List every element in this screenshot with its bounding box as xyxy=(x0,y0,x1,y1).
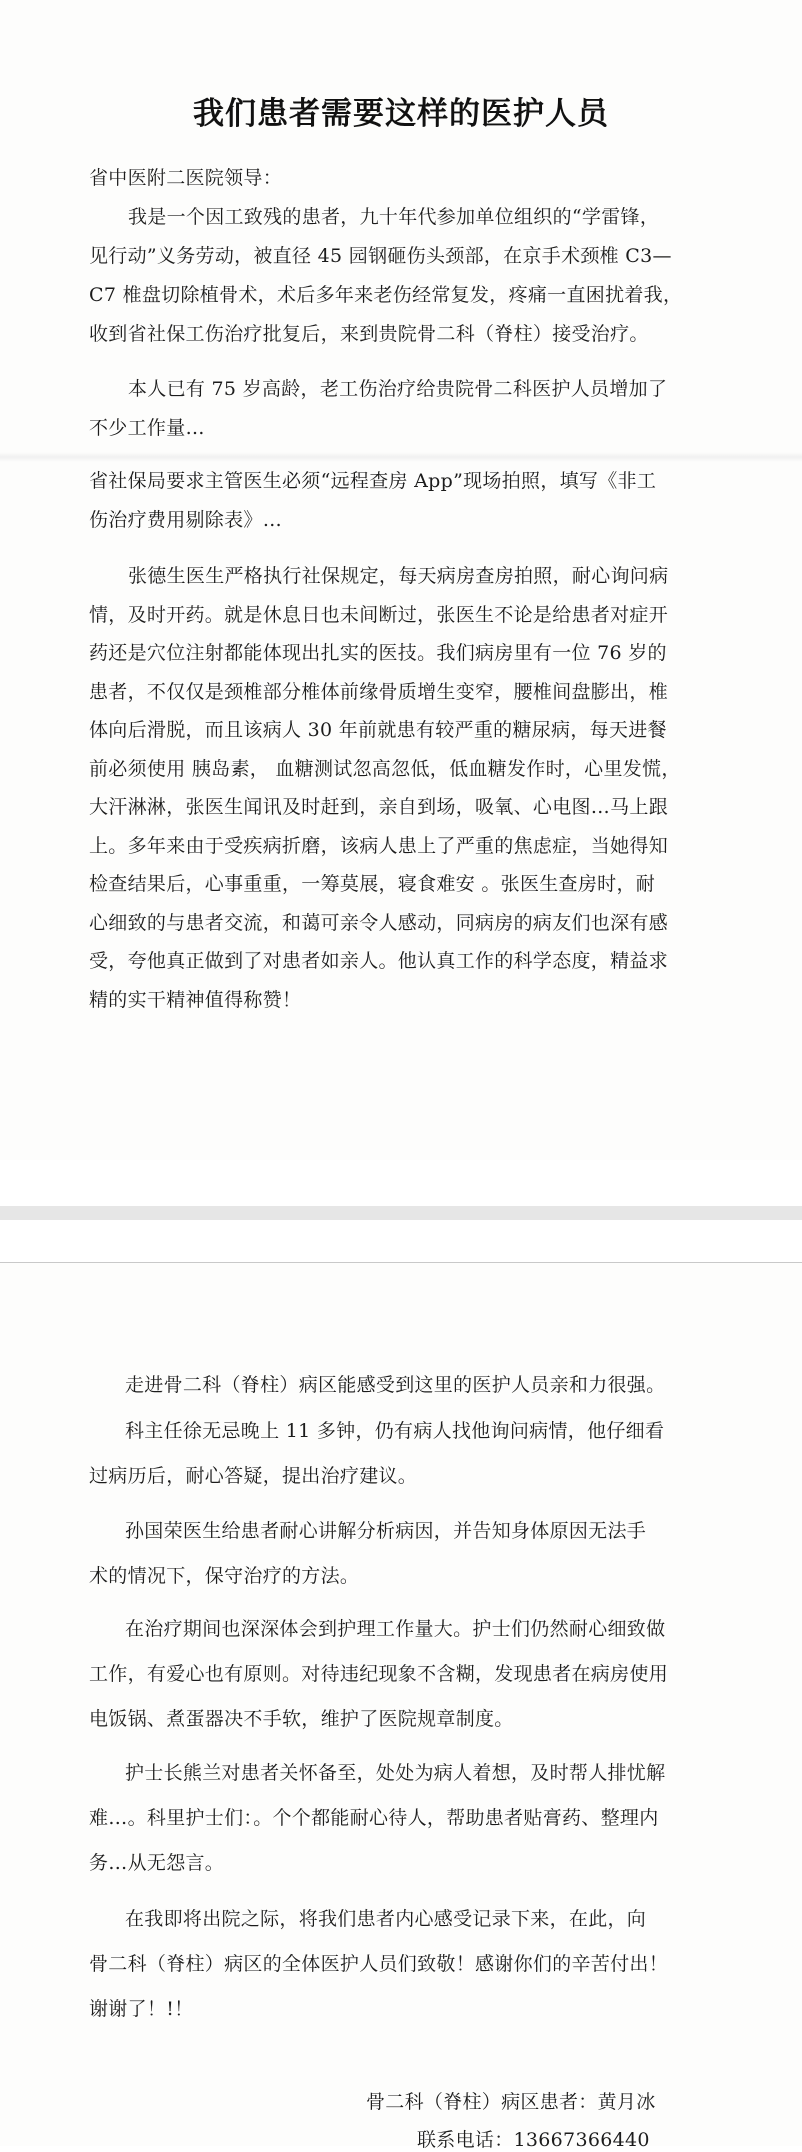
salutation: 省中医附二医院领导： xyxy=(89,167,283,189)
text-line: 术的情况下，保守治疗的方法。 xyxy=(89,1565,360,1587)
text-line: 务…从无怨言。 xyxy=(89,1852,225,1874)
page-fold-shadow xyxy=(0,452,802,462)
text-line: 孙国荣医生给患者耐心讲解分析病因，并告知身体原因无法手 xyxy=(125,1520,647,1542)
text-line: 检查结果后，心事重重，一筹莫展，寝食难安 。张医生查房时，耐 xyxy=(89,873,656,895)
text-line: 收到省社保工伤治疗批复后，来到贵院骨二科（脊柱）接受治疗。 xyxy=(89,323,649,345)
text-line: 张德生医生严格执行社保规定，每天病房查房拍照，耐心询问病 xyxy=(128,565,669,587)
text-line: 电饭锅、煮蛋器决不手软，维护了医院规章制度。 xyxy=(89,1708,514,1730)
text-line: 骨二科（脊柱）病区的全体医护人员们致敬！感谢你们的辛苦付出！ xyxy=(89,1953,669,1975)
letter-page-2 xyxy=(0,1262,802,2151)
text-line: 谢谢了！!！ xyxy=(89,1998,194,2020)
text-line: C7 椎盘切除植骨术，术后多年来老伤经常复发，疼痛一直困扰着我， xyxy=(89,284,683,306)
text-line: 见行动”义务劳动，被直径 45 园钢砸伤头颈部，在京手术颈椎 C3— xyxy=(89,245,672,267)
text-line: 科主任徐无忌晚上 11 多钟，仍有病人找他询问病情，他仔细看 xyxy=(125,1420,665,1442)
text-line: 药还是穴位注射都能体现出扎实的医技。我们病房里有一位 76 岁的 xyxy=(89,642,667,664)
text-line: 患者，不仅仅是颈椎部分椎体前缘骨质增生变窄，腰椎间盘膨出，椎 xyxy=(89,681,669,703)
text-line: 情，及时开药。就是休息日也未间断过，张医生不论是给患者对症开 xyxy=(89,604,669,626)
text-line: 受，夸他真正做到了对患者如亲人。他认真工作的科学态度，精益求 xyxy=(89,950,669,972)
text-line: 难…。科里护士们：。个个都能耐心待人，帮助患者贴膏药、整理内 xyxy=(89,1807,659,1829)
text-line: 护士长熊兰对患者关怀备至，处处为病人着想，及时帮人排忧解 xyxy=(125,1762,666,1784)
page-gap xyxy=(0,1160,802,1262)
text-line: 大汗淋淋，张医生闻讯及时赶到，亲自到场，吸氧、心电图…马上跟 xyxy=(89,796,669,818)
text-line: 在治疗期间也深深体会到护理工作量大。护士们仍然耐心细致做 xyxy=(125,1618,666,1640)
text-line: 心细致的与患者交流，和蔼可亲令人感动，同病房的病友们也深有感 xyxy=(89,912,669,934)
text-line: 伤治疗费用剔除表》… xyxy=(89,509,283,531)
contact-phone: 联系电话：13667366440 xyxy=(417,2129,650,2151)
letter-title: 我们患者需要这样的医护人员 xyxy=(193,96,609,132)
text-line: 过病历后，耐心答疑，提出治疗建议。 xyxy=(89,1465,418,1487)
text-line: 本人已有 75 岁高龄，老工伤治疗给贵院骨二科医护人员增加了 xyxy=(128,378,668,400)
text-line: 我是一个因工致残的患者，九十年代参加单位组织的“学雷锋， xyxy=(128,206,660,228)
text-line: 不少工作量… xyxy=(89,417,205,439)
text-line: 精的实干精神值得称赞！ xyxy=(89,989,302,1011)
page-gap-shade xyxy=(0,1206,802,1220)
text-line: 上。多年来由于受疾病折磨，该病人患上了严重的焦虑症，当她得知 xyxy=(89,835,669,857)
text-line: 省社保局要求主管医生必须“远程查房 App”现场拍照，填写《非工 xyxy=(89,470,657,492)
text-line: 体向后滑脱，而且该病人 30 年前就患有较严重的糖尿病，每天进餐 xyxy=(89,719,667,741)
text-line: 走进骨二科（脊柱）病区能感受到这里的医护人员亲和力很强。 xyxy=(125,1374,666,1396)
text-line: 工作，有爱心也有原则。对待违纪现象不含糊，发现患者在病房使用 xyxy=(89,1663,669,1685)
text-line: 前必须使用 胰岛素， 血糖测试忽高忽低，低血糖发作时，心里发慌， xyxy=(89,758,681,780)
signature: 骨二科（脊柱）病区患者：黄月冰 xyxy=(366,2091,656,2113)
text-line: 在我即将出院之际，将我们患者内心感受记录下来，在此，向 xyxy=(125,1908,647,1930)
